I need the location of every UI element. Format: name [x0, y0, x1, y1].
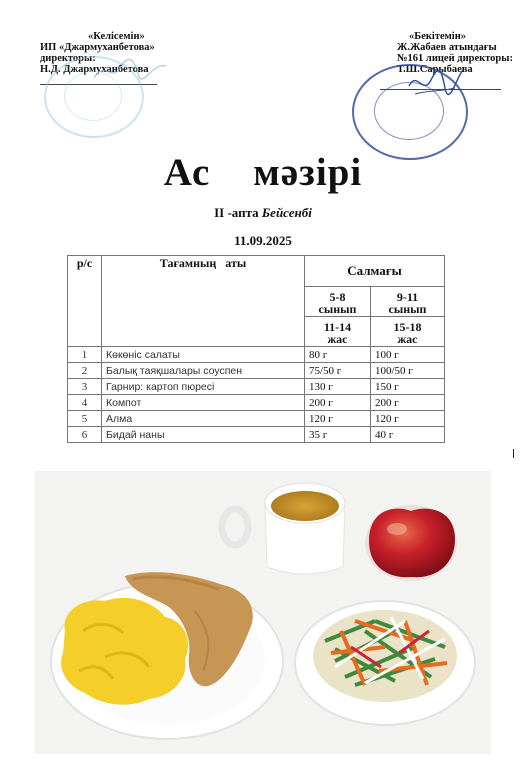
header-dish-name: Тағамның аты	[102, 256, 305, 347]
approval-signatory-right: Т.Ш.Сарыбаева	[397, 64, 473, 75]
apple	[365, 505, 457, 581]
approval-signatory-left: Н.Д. Джармуханбетова	[40, 64, 149, 75]
weight-group-a: 120 г	[305, 411, 371, 427]
approval-position-left: директоры:	[40, 53, 96, 64]
dish-name: Балық таяқшалары соуспен	[102, 363, 305, 379]
dish-name: Бидай наны	[102, 427, 305, 443]
table-row	[68, 427, 445, 443]
group-a-grade-unit: сынып	[318, 301, 357, 316]
weight-group-a: 35 г	[305, 427, 371, 443]
approval-position-right: №161 лицей директоры:	[397, 53, 513, 64]
group-b-age: 15-18	[393, 319, 422, 334]
group-b-age-unit: жас	[397, 331, 418, 346]
row-number: 6	[68, 427, 102, 443]
dish-name: Компот	[102, 395, 305, 411]
weight-group-b: 120 г	[371, 411, 445, 427]
handwritten-signature-left	[90, 56, 170, 86]
header-group-b-age	[371, 317, 445, 347]
dish-name: Алма	[102, 411, 305, 427]
meal-photo	[35, 471, 491, 754]
weight-group-a: 75/50 г	[305, 363, 371, 379]
group-a-age: 11-14	[323, 319, 352, 334]
weight-group-a: 200 г	[305, 395, 371, 411]
dish-name: Гарнир: картоп пюресі	[102, 379, 305, 395]
header-group-a-grade	[305, 287, 371, 317]
weekday: Бейсенбі	[261, 205, 312, 220]
table-row	[68, 363, 445, 379]
header-group-b-grade	[371, 287, 445, 317]
table-row	[68, 379, 445, 395]
row-number: 2	[68, 363, 102, 379]
handwritten-signature-right	[405, 66, 465, 102]
approval-org-right: Ж.Жабаев атындағы	[397, 42, 497, 53]
row-number: 5	[68, 411, 102, 427]
row-number: 1	[68, 347, 102, 363]
week-line	[0, 205, 526, 221]
group-a-grade: 5-8	[329, 289, 346, 304]
edge-mark	[513, 449, 514, 458]
weight-group-a: 80 г	[305, 347, 371, 363]
group-b-grade: 9-11	[396, 289, 419, 304]
group-b-grade-unit: сынып	[388, 301, 427, 316]
dish-name: Көкөніс салаты	[102, 347, 305, 363]
header-number: р/с	[68, 256, 102, 347]
document-title: Ас мәзірі	[163, 151, 363, 194]
weight-group-b: 100/50 г	[371, 363, 445, 379]
weight-group-b: 150 г	[371, 379, 445, 395]
row-number: 4	[68, 395, 102, 411]
group-a-age-unit: жас	[327, 331, 348, 346]
approval-org-left: ИП «Джармуханбетова»	[40, 42, 155, 53]
table-row	[68, 395, 445, 411]
menu-table	[67, 255, 445, 443]
row-number: 3	[68, 379, 102, 395]
approval-heading-left: «Келісемін»	[88, 31, 145, 42]
approval-heading-right: «Бекітемін»	[409, 31, 467, 42]
weight-group-b: 40 г	[371, 427, 445, 443]
salad-plate	[295, 601, 475, 725]
header-weight: Салмағы	[305, 256, 445, 287]
week-label: ІІ -апта	[214, 205, 259, 220]
weight-group-b: 100 г	[371, 347, 445, 363]
table-row	[68, 347, 445, 363]
weight-group-b: 200 г	[371, 395, 445, 411]
weight-group-a: 130 г	[305, 379, 371, 395]
header-group-a-age	[305, 317, 371, 347]
menu-date: 11.09.2025	[234, 233, 292, 248]
table-row	[68, 411, 445, 427]
